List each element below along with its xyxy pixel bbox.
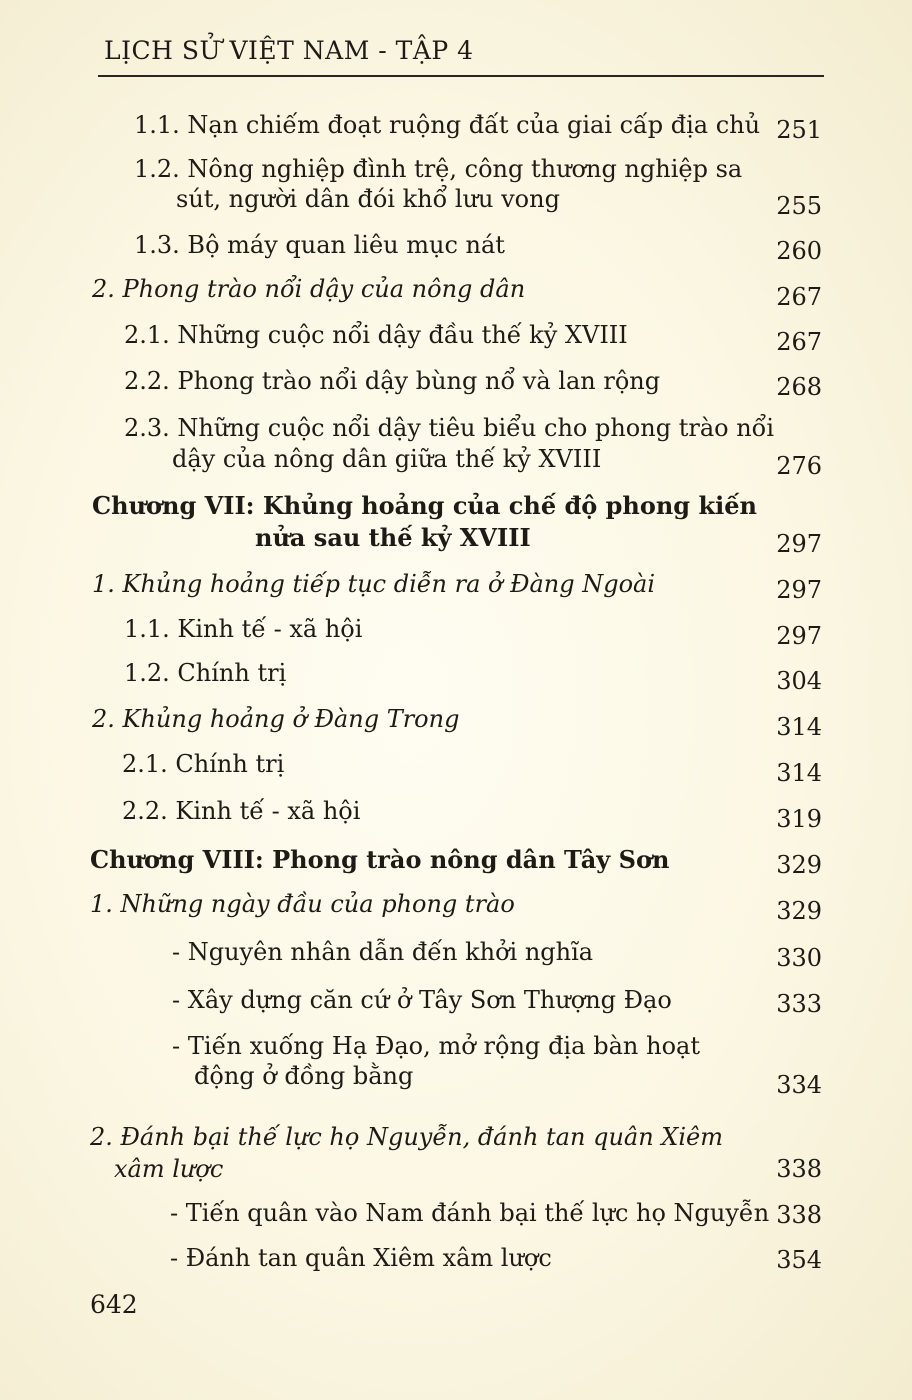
toc-entry-text: động ở đồng bằng bbox=[194, 1062, 414, 1090]
toc-page-number: 338 bbox=[776, 1201, 822, 1229]
chapter-heading: Chương VIII: Phong trào nông dân Tây Sơn bbox=[90, 845, 670, 874]
toc-entry-text: - Xây dựng căn cứ ở Tây Sơn Thượng Đạo bbox=[172, 986, 672, 1014]
toc-entry-text: - Đánh tan quân Xiêm xâm lược bbox=[170, 1244, 552, 1272]
toc-page-number: 267 bbox=[776, 283, 822, 311]
toc-entry-text: - Tiến quân vào Nam đánh bại thế lực họ Nguyễn bbox=[170, 1199, 770, 1227]
chapter-heading: Chương VII: Khủng hoảng của chế độ phong kiến bbox=[92, 491, 757, 520]
page-number: 642 bbox=[90, 1290, 138, 1319]
toc-entry-text: 1. Những ngày đầu của phong trào bbox=[90, 890, 515, 918]
toc-entry-text: xâm lược bbox=[114, 1155, 224, 1183]
toc-page-number: 329 bbox=[776, 851, 822, 879]
toc-entry-text: 2.1. Chính trị bbox=[122, 750, 285, 778]
toc-page-number: 297 bbox=[776, 576, 822, 604]
toc-page-number: 314 bbox=[776, 713, 822, 741]
toc-page-number: 267 bbox=[776, 328, 822, 356]
toc-entry-text: 2. Khủng hoảng ở Đàng Trong bbox=[92, 705, 460, 733]
toc-page-number: 354 bbox=[776, 1246, 822, 1274]
toc-entry-text: 2.1. Những cuộc nổi dậy đầu thế kỷ XVIII bbox=[124, 321, 628, 349]
toc-entry-text: 1. Khủng hoảng tiếp tục diễn ra ở Đàng Ngoài bbox=[92, 570, 656, 598]
toc-entry-text: 1.2. Nông nghiệp đình trệ, công thương nghiệp sa bbox=[134, 155, 743, 183]
toc-page-number: 334 bbox=[776, 1071, 822, 1099]
toc-entry-text: sút, người dân đói khổ lưu vong bbox=[176, 185, 560, 213]
toc-page-number: 251 bbox=[776, 116, 822, 144]
toc-page-number: 297 bbox=[776, 530, 822, 558]
toc-page-number: 329 bbox=[776, 897, 822, 925]
toc-entry-text: 2. Đánh bại thế lực họ Nguyễn, đánh tan quân Xiêm bbox=[90, 1123, 724, 1151]
toc-entry-text: dậy của nông dân giữa thế kỷ XVIII bbox=[172, 445, 602, 473]
toc-entry-text: 1.2. Chính trị bbox=[124, 659, 287, 687]
toc-entry-text: 2.2. Phong trào nổi dậy bùng nổ và lan rộng bbox=[124, 367, 661, 395]
toc-page-number: 276 bbox=[776, 452, 822, 480]
toc-page-number: 319 bbox=[776, 805, 822, 833]
toc-page-number: 314 bbox=[776, 759, 822, 787]
toc-page-number: 297 bbox=[776, 622, 822, 650]
toc-page-number: 333 bbox=[776, 990, 822, 1018]
toc-entry-text: - Nguyên nhân dẫn đến khởi nghĩa bbox=[172, 938, 594, 966]
toc-entry-text: - Tiến xuống Hạ Đạo, mở rộng địa bàn hoạt bbox=[172, 1032, 700, 1060]
toc-page-number: 338 bbox=[776, 1155, 822, 1183]
toc-entry-text: 1.1. Kinh tế - xã hội bbox=[124, 615, 363, 643]
toc-entry-text: 1.1. Nạn chiếm đoạt ruộng đất của giai cấp địa chủ bbox=[134, 111, 761, 139]
toc-entry-text: 2.3. Những cuộc nổi dậy tiêu biểu cho phong trào nổi bbox=[124, 414, 775, 442]
toc-page-number: 268 bbox=[776, 373, 822, 401]
chapter-heading: nửa sau thế kỷ XVIII bbox=[255, 523, 531, 552]
toc-entry-text: 2. Phong trào nổi dậy của nông dân bbox=[92, 275, 526, 303]
toc-entry-text: 1.3. Bộ máy quan liêu mục nát bbox=[134, 231, 505, 259]
toc-page-number: 330 bbox=[776, 944, 822, 972]
toc-entry-text: 2.2. Kinh tế - xã hội bbox=[122, 797, 361, 825]
toc-page-number: 255 bbox=[776, 192, 822, 220]
toc-page-number: 260 bbox=[776, 237, 822, 265]
toc-page-number: 304 bbox=[776, 667, 822, 695]
page-header: LỊCH SỬ VIỆT NAM - TẬP 4 bbox=[104, 36, 474, 65]
